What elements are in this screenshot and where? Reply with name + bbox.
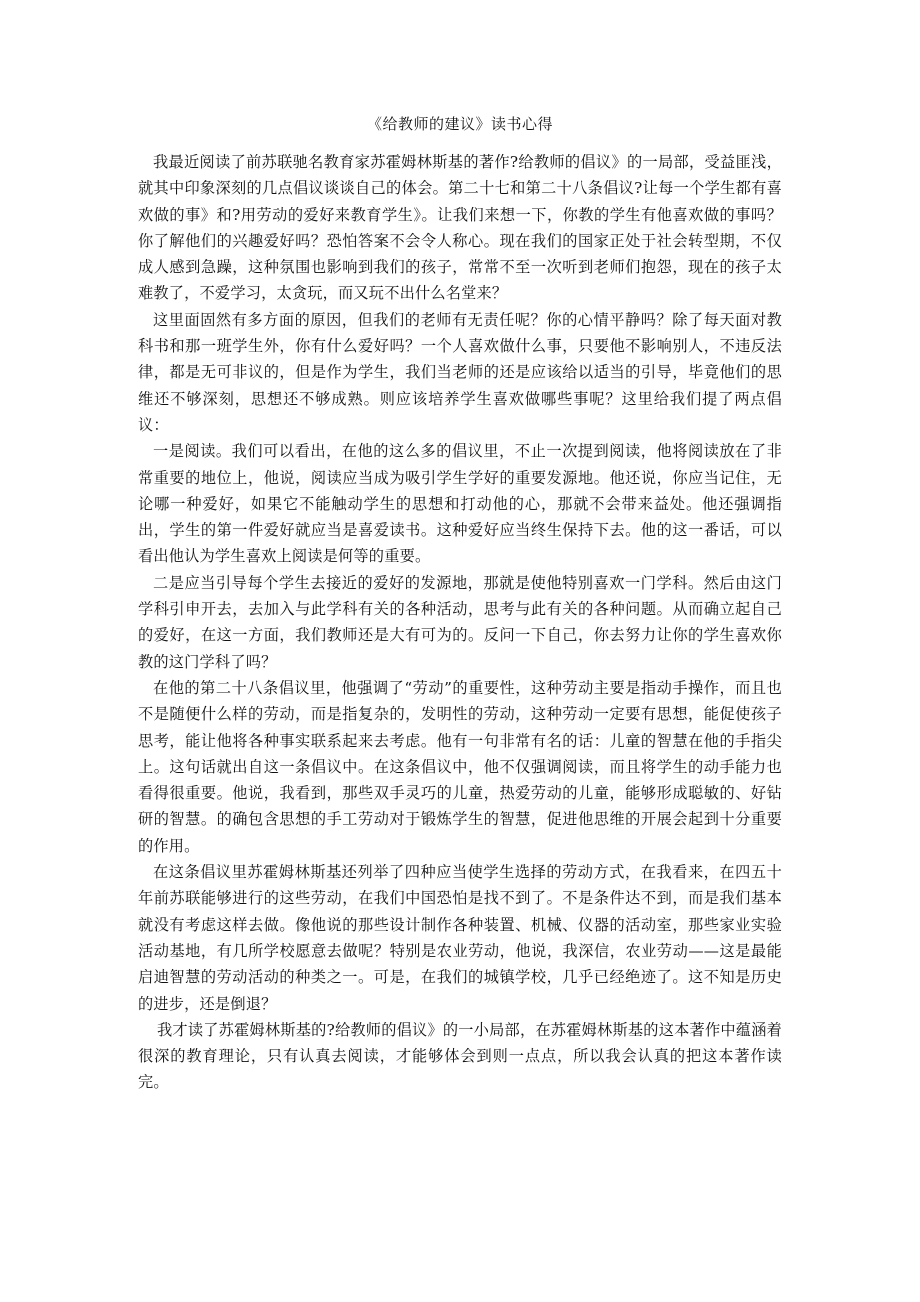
paragraph-2: 这里面固然有多方面的原因，但我们的老师有无责任呢？你的心情平静吗？除了每天面对教科书和那一班学生外，你有什么爱好吗？一个人喜欢做什么事，只要他不影响别人，不违反法律，都是无可非议的，但是作为学生，我们当老师的还是应该给以适当的引导，毕竟他们的思维还不够深刻，思想还不够成熟。则应该培养学生喜欢做哪些事呢？这里给我们提了两点倡议： [138,310,782,434]
paragraph-4: 二是应当引导每个学生去接近的爱好的发源地，那就是使他特别喜欢一门学科。然后由这门学科引申开去，去加入与此学科有关的各种活动，思考与此有关的各种问题。从而确立起自己的爱好，在这一方面，我们教师还是大有可为的。反问一下自己，你去努力让你的学生喜欢你教的这门学科了吗？ [138,573,782,671]
paragraph-6: 在这条倡议里苏霍姆林斯基还列举了四种应当使学生选择的劳动方式，在我看来，在四五十年前苏联能够进行的这些劳动，在我们中国恐怕是找不到了。不是条件达不到，而是我们基本就没有考虑这样去做。像他说的那些设计制作各种装置、机械、仪器的活动室，那些家业实验活动基地，有几所学校愿意去做呢？特别是农业劳动，他说，我深信，农业劳动——这是最能启迪智慧的劳动活动的种类之一。可是，在我们的城镇学校，几乎已经绝迹了。这不知是历史的进步，还是倒退？ [138,863,782,1013]
paragraph-1: 我最近阅读了前苏联驰名教育家苏霍姆林斯基的著作?给教师的倡议》的一局部，受益匪浅，就其中印象深刻的几点倡议谈谈自己的体会。第二十七和第二十八条倡议?让每一个学生都有喜欢做的事》和?用劳动的爱好来教育学生》。让我们来想一下，你教的学生有他喜欢做的事吗？你了解他们的兴趣爱好吗？恐怕答案不会令人称心。现在我们的国家正处于社会转型期，不仅成人感到急躁，这种氛围也影响到我们的孩子，常常不至一次听到老师们抱怨，现在的孩子太难教了，不爱学习，太贪玩，而又玩不出什么名堂来？ [138,153,782,303]
document-body [138,149,782,1096]
paragraph-7: 我才读了苏霍姆林斯基的?给教师的倡议》的一小局部，在苏霍姆林斯基的这本著作中蕴涵着很深的教育理论，只有认真去阅读，才能够体会到则一点点，所以我会认真的把这本著作读完。 [138,1020,782,1092]
paragraph-3: 一是阅读。我们可以看出，在他的这么多的倡议里，不止一次提到阅读，他将阅读放在了非常重要的地位上，他说，阅读应当成为吸引学生学好的重要发源地。他还说，你应当记住，无论哪一种爱好，如果它不能触动学生的思想和打动他的心，那就不会带来益处。他还强调指出，学生的第一件爱好就应当是喜爱读书。这种爱好应当终生保持下去。他的这一番话，可以看出他认为学生喜欢上阅读是何等的重要。 [138,442,782,566]
paragraph-5: 在他的第二十八条倡议里，他强调了“劳动”的重要性，这种劳动主要是指动手操作，而且也不是随便什么样的劳动，而是指复杂的，发明性的劳动，这种劳动一定要有思想，能促使孩子思考，能让他将各种事实联系起来去考虑。他有一句非常有名的话：儿童的智慧在他的手指尖上。这句话就出自这一条倡议中。在这条倡议中，他不仅强调阅读，而且将学生的动手能力也看得很重要。他说，我看到，那些双手灵巧的儿童，热爱劳动的儿童，能够形成聪敏的、好钻研的智慧。的确包含思想的手工劳动对于锻炼学生的智慧，促进他思维的开展会起到十分重要的作用。 [138,678,782,855]
document-title: 《给教师的建议》读书心得 [366,115,553,133]
